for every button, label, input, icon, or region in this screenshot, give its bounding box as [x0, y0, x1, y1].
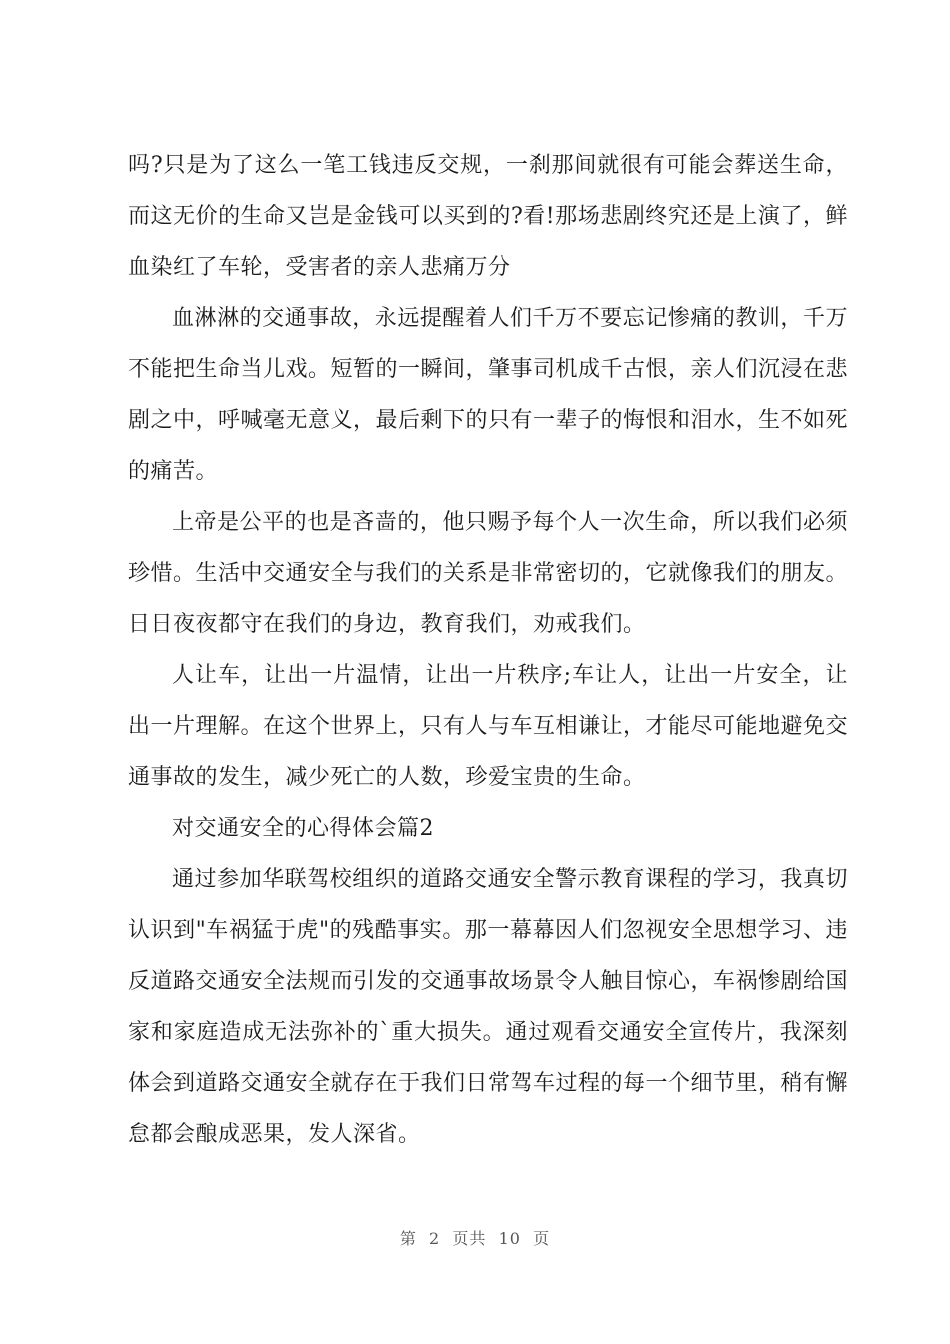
paragraph-yielding: 人让车，让出一片温情，让出一片秩序;车让人，让出一片安全，让出一片理解。在这个世界上，只有人与车互相谦让，才能尽可能地避免交通事故的发生，减少死亡的人数，珍爱宝贵的生命。	[128, 663, 849, 790]
page-footer	[0, 1226, 950, 1249]
section-heading: 对交通安全的心得体会篇2	[172, 816, 434, 841]
page-number: 第 2 页共 10 页	[399, 1229, 551, 1248]
paragraph-cherish-life: 上帝是公平的也是吝啬的，他只赐予每个人一次生命，所以我们必须珍惜。生活中交通安全与我们的关系是非常密切的，它就像我们的朋友。日日夜夜都守在我们的身边，教育我们，劝戒我们。	[128, 510, 849, 637]
paragraph-continuation: 吗?只是为了这么一笔工钱违反交规，一刹那间就很有可能会葬送生命，而这无价的生命又岂是金钱可以买到的?看!那场悲剧终究还是上演了，鲜血染红了车轮，受害者的亲人悲痛万分	[128, 153, 848, 280]
paragraph-driving-school: 通过参加华联驾校组织的道路交通安全警示教育课程的学习，我真切认识到"车祸猛于虎"的残酷事实。那一幕幕因人们忽视安全思想学习、违反道路交通安全法规而引发的交通事故场景令人触目惊心，车祸惨剧给国家和家庭造成无法弥补的`重大损失。通过观看交通安全宣传片，我深刻体会到道路交通安全就存在于我们日常驾车过程的每一个细节里，稍有懈怠都会酿成恶果，发人深省。	[128, 867, 849, 1147]
paragraph-traffic-accident: 血淋淋的交通事故，永远提醒着人们千万不要忘记惨痛的教训，千万不能把生命当儿戏。短暂的一瞬间，肇事司机成千古恨，亲人们沉浸在悲剧之中，呼喊毫无意义，最后剩下的只有一辈子的悔恨和泪水，生不如死的痛苦。	[128, 306, 849, 484]
document-body	[128, 140, 848, 1160]
